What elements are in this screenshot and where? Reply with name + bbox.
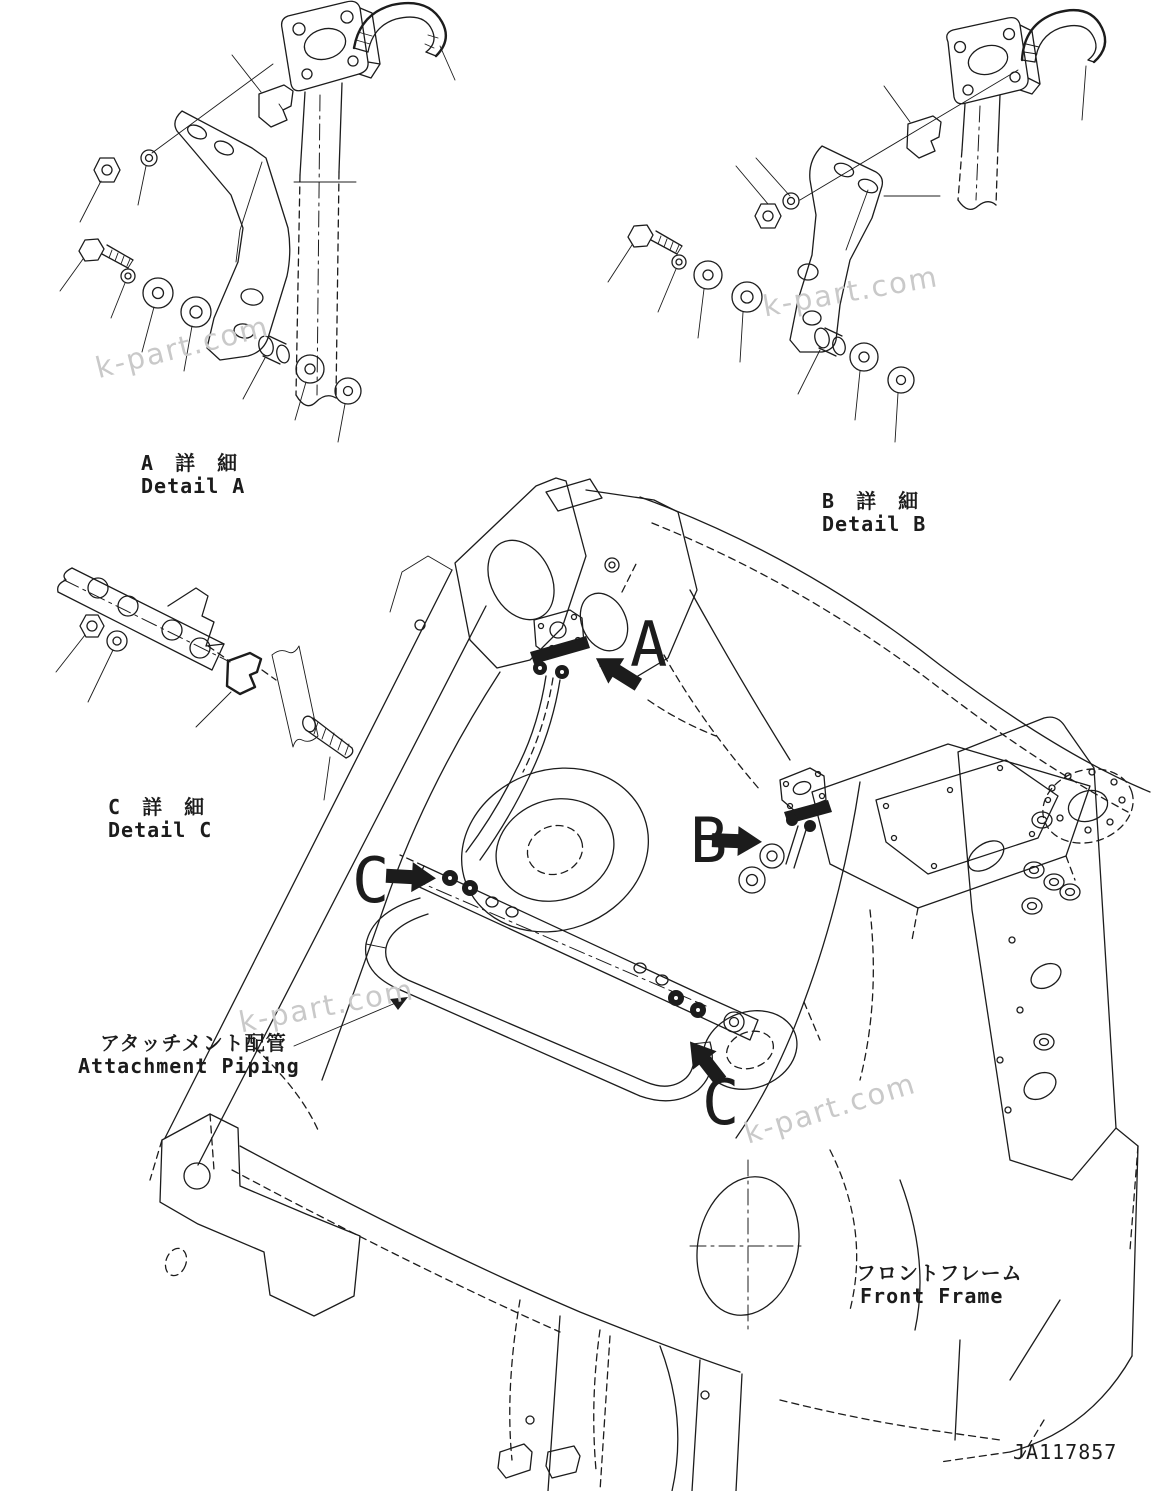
callout-letter-b: B (690, 804, 728, 877)
front-frame-label-jp: フロントフレーム (856, 1261, 1023, 1285)
detail-a-label-jp: A 詳 細 (141, 451, 243, 475)
watermark-2: k-part.com (760, 259, 942, 324)
watermark-1: k-part.com (92, 308, 273, 385)
callout-letter-c-lower: C (702, 1066, 740, 1139)
detail-b-label (822, 490, 926, 536)
watermark-3: k-part.com (236, 972, 418, 1040)
detail-b-exploded (608, 10, 1105, 442)
attachment-piping-label-en: Attachment Piping (78, 1054, 300, 1078)
detail-b-label-en: Detail B (822, 512, 927, 536)
detail-a-label (141, 452, 245, 498)
callout-arrow-c-upper (385, 861, 437, 894)
detail-c-label-jp: C 詳 細 (108, 795, 210, 819)
callout-letter-c-upper: C (352, 844, 390, 917)
detail-c-label-en: Detail C (108, 818, 213, 842)
front-frame-label (856, 1262, 1023, 1308)
attachment-piping-label (78, 1032, 300, 1078)
detail-a-label-en: Detail A (141, 474, 246, 498)
drawing-number: JA117857 (1013, 1440, 1118, 1464)
callout-letter-a: A (630, 608, 668, 681)
boss-cylinders (1022, 812, 1080, 1050)
detail-c-exploded (56, 568, 353, 800)
detail-b-label-jp: B 詳 細 (822, 489, 924, 513)
detail-c-label (108, 796, 212, 842)
attachment-piping-label-jp: アタッチメント配管 (100, 1031, 287, 1055)
watermark-4: k-part.com (740, 1065, 921, 1151)
front-frame-label-en: Front Frame (860, 1284, 1004, 1308)
